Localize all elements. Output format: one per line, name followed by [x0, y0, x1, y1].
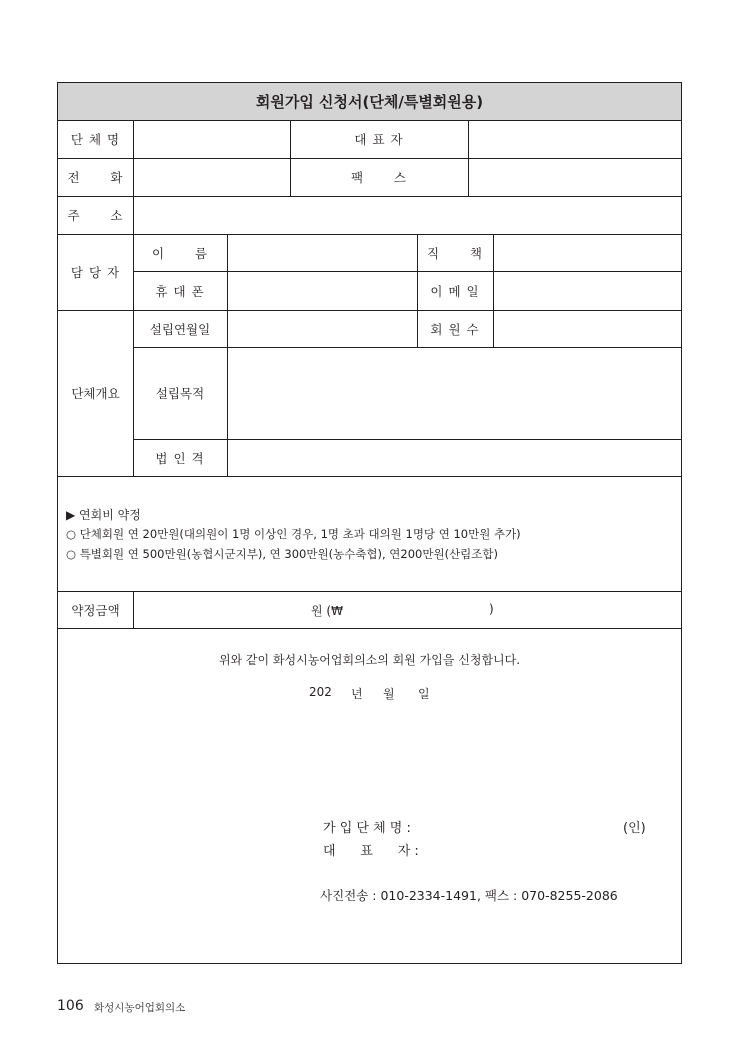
label-representative: 대 표 자 [354, 132, 404, 147]
phone-field[interactable] [134, 159, 290, 196]
legal-status-field[interactable] [228, 440, 681, 476]
label-contact-name: 이 름 [152, 245, 208, 261]
founded-field[interactable] [228, 311, 417, 347]
label-purpose: 설립목적 [155, 386, 205, 401]
contact-name-field[interactable] [228, 235, 417, 271]
form-title: 회원가입 신청서(단체/특별회원용) [58, 83, 681, 120]
org-name-field[interactable] [134, 121, 290, 158]
page-number: 106 [57, 998, 84, 1014]
email-field[interactable] [494, 272, 681, 310]
label-email: 이 메 일 [430, 283, 480, 299]
pledge-amount-field[interactable] [134, 592, 681, 628]
signature-rep-label: 대 표 자 : [323, 844, 419, 859]
label-fax: 팩 스 [351, 170, 407, 185]
label-founded: 설립연월일 [149, 321, 211, 337]
contact-transmission: 사진전송 : 010-2334-1491, 팩스 : 070-8255-2086 [320, 888, 618, 903]
label-contact: 담 당 자 [70, 265, 121, 280]
divider [58, 628, 681, 629]
fee-heading: ▶ 연회비 약정 [66, 508, 141, 522]
label-contact-position: 직 책 [427, 245, 483, 261]
members-field[interactable] [494, 311, 681, 347]
label-overview: 단체개요 [71, 386, 120, 401]
date-day-label: 일 [418, 687, 430, 701]
purpose-field[interactable] [228, 348, 681, 439]
label-pledge-amount: 약정금액 [71, 602, 120, 618]
date-year-label: 년 [351, 687, 363, 701]
footer-org-name: 화성시농어업회의소 [94, 1002, 186, 1014]
label-legal-status: 법 인 격 [155, 450, 205, 466]
mobile-field[interactable] [228, 272, 417, 310]
declaration: 위와 같이 화성시농어업회의소의 회원 가입을 신청합니다. [218, 653, 521, 667]
representative-field[interactable] [469, 121, 681, 158]
label-address: 주 소 [67, 208, 124, 223]
label-mobile: 휴 대 폰 [155, 283, 205, 299]
date-month-label: 월 [383, 687, 395, 701]
divider [58, 476, 681, 477]
label-members: 회 원 수 [430, 321, 480, 337]
fee-line-group: ○ 단체회원 연 20만원(대의원이 1명 이상인 경우, 1명 초과 대의원 1명당 연 10만원 추가) [66, 527, 521, 541]
contact-position-field[interactable] [494, 235, 681, 271]
signature-org-label: 가 입 단 체 명 : [323, 821, 411, 836]
seal-mark: (인) [623, 821, 646, 836]
date-year[interactable]: 202 [309, 685, 332, 699]
fee-line-special: ○ 특별회원 연 500만원(농협시군지부), 연 300만원(농수축협), 연200만원(산림조합) [66, 547, 498, 561]
application-form [57, 82, 682, 964]
pledge-close: ) [489, 602, 494, 616]
label-org-name: 단 체 명 [70, 132, 121, 147]
address-field[interactable] [134, 197, 681, 234]
fax-field[interactable] [469, 159, 681, 196]
pledge-won: 원 (₩ [311, 604, 343, 618]
label-phone: 전 화 [67, 170, 124, 185]
